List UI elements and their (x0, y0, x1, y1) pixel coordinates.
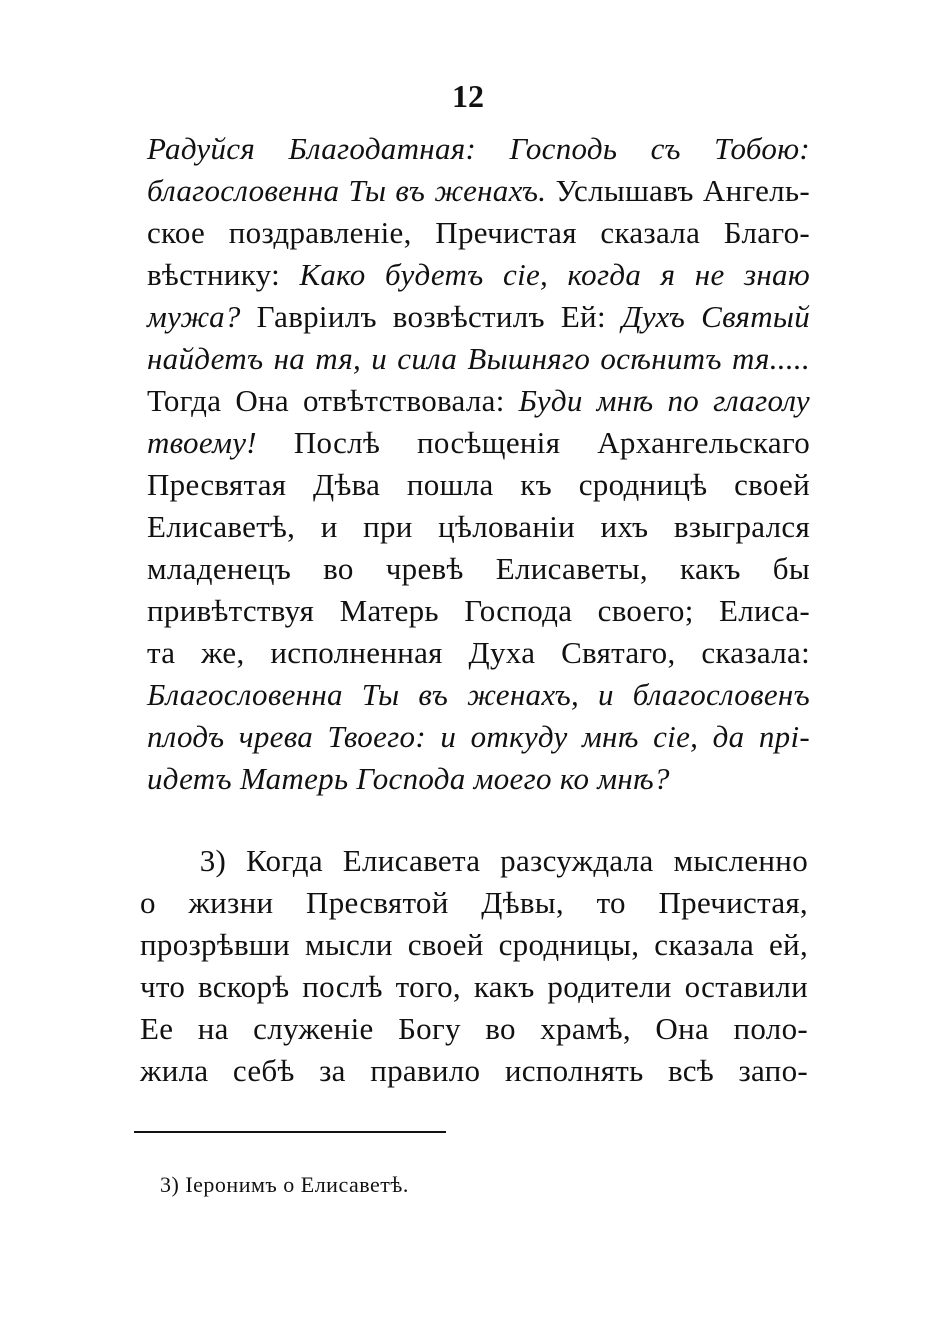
page-number: 12 (452, 78, 484, 114)
text-run: прозрѣвши мысли своей сродницы, сказала ей, (140, 927, 808, 962)
italic-run: твоему! (147, 425, 257, 460)
text-run: та же, исполненная Духа Святаго, сказала: (147, 635, 810, 670)
italic-run: Како будетъ сіе, когда я не знаю (299, 257, 810, 292)
text-run: младенецъ во чревѣ Елисаветы, какъ бы (147, 551, 810, 586)
footnote: 3) Іеронимъ о Елисаветѣ. (160, 1172, 409, 1197)
text-line (147, 213, 810, 253)
text-run: привѣтствуя Матерь Господа своего; Елиса- (147, 593, 810, 628)
text-line (147, 675, 810, 715)
text-run: Пресвятая Дѣва пошла къ сродницѣ своей (147, 467, 810, 502)
text-line (147, 633, 810, 673)
text-line (147, 255, 810, 295)
text-line (147, 759, 670, 799)
text-line (147, 129, 810, 169)
text-line (147, 171, 810, 211)
italic-run: Буди мнѣ по глаголу (518, 383, 810, 418)
text-line (140, 841, 808, 881)
text-line (147, 297, 810, 337)
text-line (147, 507, 810, 547)
text-line (140, 967, 808, 1007)
text-run: Тогда Она отвѣтствовала: (147, 383, 519, 418)
italic-run: Духъ Святый (621, 299, 810, 334)
text-run: жила себѣ за правило исполнять всѣ запо- (140, 1053, 808, 1088)
text-line (147, 339, 810, 379)
text-line (140, 883, 808, 923)
text-run: Послѣ посѣщенія Архангельскаго (256, 425, 810, 460)
italic-run: идетъ Матерь Господа моего ко мнѣ? (147, 761, 670, 796)
text-run: ское поздравленіе, Пречистая сказала Благо- (147, 215, 810, 250)
text-line (147, 465, 810, 505)
text-line (147, 381, 810, 421)
footnote-divider (134, 1131, 446, 1133)
text-run: вѣстнику: (147, 257, 300, 292)
text-run: Услышавъ Ангель- (546, 173, 810, 208)
text-run: Ее на служеніе Богу во храмѣ, Она поло- (140, 1011, 808, 1046)
italic-run: плодъ чрева Твоего: и откуду мнѣ сіе, да прі- (147, 719, 810, 754)
italic-run: благословенна Ты въ женахъ. (147, 173, 547, 208)
text-run: 3) Когда Елисавета разсуждала мысленно (140, 843, 808, 878)
text-line (147, 549, 810, 589)
text-line (147, 591, 810, 631)
text-run: о жизни Пресвятой Дѣвы, то Пречистая, (140, 885, 808, 920)
text-run: Гавріилъ возвѣстилъ Ей: (240, 299, 622, 334)
text-line (140, 1051, 808, 1091)
text-line (147, 423, 810, 463)
italic-run: Благословенна Ты въ женахъ, и благословенъ (147, 677, 810, 712)
text-run: что вскорѣ послѣ того, какъ родители оставили (140, 969, 808, 1004)
text-line (147, 717, 810, 757)
italic-run: мужа? (147, 299, 241, 334)
text-line (140, 925, 808, 965)
italic-run: Радуйся Благодатная: Господь съ Тобою: (147, 131, 810, 166)
text-line (140, 1009, 808, 1049)
text-run: Елисаветѣ, и при цѣлованіи ихъ взыгрался (147, 509, 810, 544)
italic-run: найдетъ на тя, и сила Вышняго осѣнитъ тя..... (147, 341, 810, 376)
